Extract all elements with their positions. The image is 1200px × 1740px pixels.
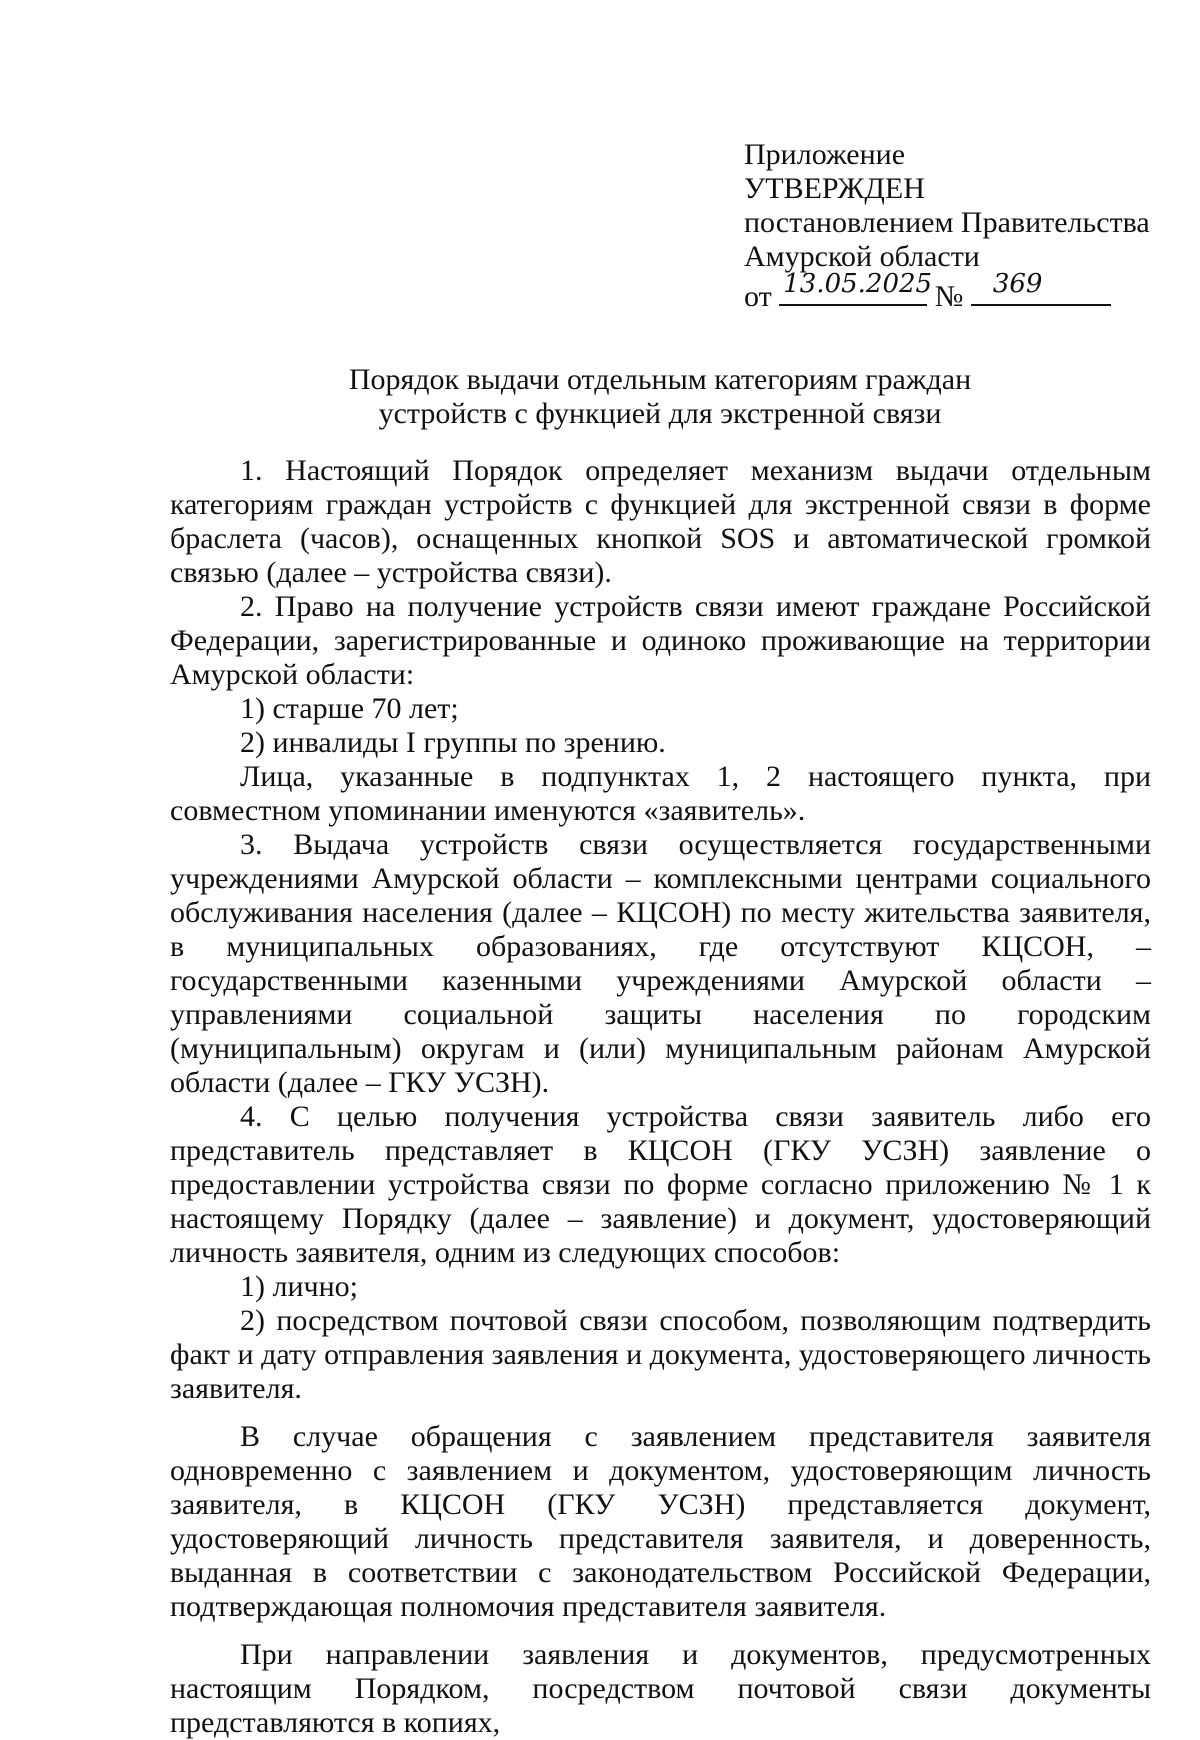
approval-appendix-label: Приложение bbox=[744, 138, 906, 171]
handwritten-number: 369 bbox=[992, 269, 1043, 299]
paragraph-2: 2. Право на получение устройств связи имеют граждане Российской Федерации, зарегистрированные и одиноко проживающие на территории Амурской области: bbox=[170, 590, 1151, 691]
title-line-1: Порядок выдачи отдельным категориям граждан bbox=[348, 363, 972, 396]
number-field bbox=[971, 269, 1111, 306]
document-title bbox=[150, 363, 1170, 431]
approval-approved-label: УТВЕРЖДЕН bbox=[744, 172, 925, 205]
paragraph-1: 1. Настоящий Порядок определяет механизм выдачи отдельным категориям граждан устройств с функцией для экстренной связи в форме браслета (часов), оснащенных кнопкой SOS и автоматической громкой связью (далее – устройства связи). bbox=[170, 454, 1151, 589]
approval-decree-label: постановлением Правительства bbox=[744, 206, 1150, 239]
handwritten-date: 13.05.2025 bbox=[783, 269, 933, 299]
paragraph-4-item-2: 2) посредством почтовой связи способом, позволяющим подтвердить факт и дату отправления заявления и документа, удостоверяющего личность заявителя. bbox=[170, 1304, 1151, 1405]
paragraph-3: 3. Выдача устройств связи осуществляется государственными учреждениями Амурской области – комплексными центрами социального обслуживания населения (далее – КЦСОН) по месту жительства заявителя, в муниципальных образованиях, где отсутствуют КЦСОН, – государственными казенными учреждениями Амурской области – управлениями социальной защиты населения по городским (муниципальным) округам и (или) муниципальным районам Амурской области (далее – ГКУ УСЗН). bbox=[170, 828, 1151, 1099]
date-field bbox=[779, 269, 933, 306]
paragraph-5: В случае обращения с заявлением представителя заявителя одновременно с заявлением и документом, удостоверяющим личность заявителя, в КЦСОН (ГКУ УСЗН) представляется документ, удостоверяющий личность представителя заявителя, и доверенность, выданная в соответствии с законодательством Российской Федерации, подтверждающая полномочия представителя заявителя. bbox=[170, 1420, 1151, 1623]
paragraph-2-item-2: 2) инвалиды I группы по зрению. bbox=[240, 726, 666, 759]
paragraph-2-note: Лица, указанные в подпунктах 1, 2 настоящего пункта, при совместном упоминании именуются «заявитель». bbox=[170, 760, 1151, 827]
date-prefix: от bbox=[744, 280, 772, 313]
document-body bbox=[170, 454, 1151, 1740]
number-sign: № bbox=[934, 280, 964, 313]
title-line-2: устройств с функцией для экстренной связи bbox=[378, 397, 942, 430]
approval-region-label: Амурской области bbox=[744, 240, 980, 273]
approval-block bbox=[744, 138, 1164, 313]
paragraph-2-item-1: 1) старше 70 лет; bbox=[240, 692, 459, 725]
paragraph-4-item-1: 1) лично; bbox=[240, 1270, 358, 1303]
paragraph-6: При направлении заявления и документов, предусмотренных настоящим Порядком, посредством почтовой связи документы представляются в копиях, bbox=[170, 1638, 1151, 1739]
approval-date-line bbox=[744, 269, 1164, 313]
paragraph-4: 4. С целью получения устройства связи заявитель либо его представитель представляет в КЦСОН (ГКУ УСЗН) заявление о предоставлении устройства связи по форме согласно приложению № 1 к настоящему Порядку (далее – заявление) и документ, удостоверяющий личность заявителя, одним из следующих способов: bbox=[170, 1100, 1151, 1269]
